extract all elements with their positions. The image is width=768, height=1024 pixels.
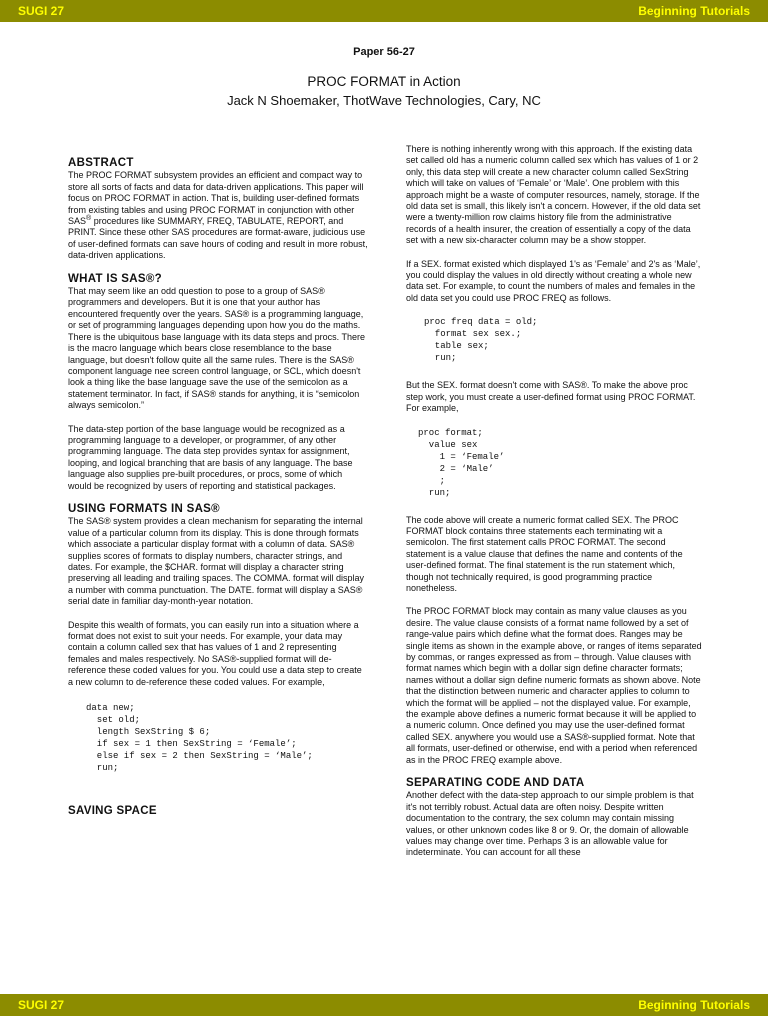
footer-band bbox=[0, 994, 768, 1016]
right-paragraph-6: Another defect with the data-step approach to our simple problem is that it's not terribly robust. Actual data are often noisy. Despite written documentation to the contrary, the sex column may contain missing values, or other unknown codes like 8 or 9. Or, the domain of allowable values may change over time. Perhaps 3 is an allowable value for indeterminate. You can account for all these bbox=[406, 790, 694, 858]
registered-mark: ® bbox=[86, 215, 92, 223]
saving-space-heading: SAVING SPACE bbox=[68, 805, 157, 818]
right-paragraph-5: The PROC FORMAT block may contain as many value clauses as you desire. The value clause consists of a format name followed by a set of range-value pairs which define what the format does. Ranges may be single items as shown in the example above, or ranges of items separated by commas, or ranges expressed as from – through. Value clauses with format names which begin with a dollar sign define character formats; names without a dollar sign define numeric formats as shown above. Note that the distinction between numeric and character applies to column to which the format will be applied – not the displayed value. For example, the example above defines a numeric format because it will be applied to a numeric column. Once defined you may use the user-defined format called SEX. anywhere you would use a SAS®-supplied format. Note that all formats, user-defined or otherwise, end with a period when referenced as in the PROC FREQ example above. bbox=[406, 606, 702, 765]
using-formats-heading: USING FORMATS IN SAS® bbox=[68, 502, 220, 515]
right-paragraph-1: There is nothing inherently wrong with this approach. If the existing data set called old has a numeric column called sex which has values of 1 or 2 only, this data step will create a new character column called SexString which will take on values of ‘Female’ or ‘Male’. One problem with this approach might be a waste of computer resources, namely, storage. If the old data set is small, this likely isn't a concern. However, if the old data set were a twenty-million row claims history file from the administrative records of a health insurer, the creation of essentially a copy of the data set with a new six-character column may be a show stopper. bbox=[406, 144, 701, 246]
header-band bbox=[0, 0, 768, 22]
header-conference: SUGI 27 bbox=[18, 4, 65, 18]
right-paragraph-2: If a SEX. format existed which displayed 1's as ‘Female’ and 2's as ‘Male’, you could display the values in old directly without creating a whole new data set. For example, to count the numbers of males and females in the old data set you could use PROC FREQ as follows. bbox=[406, 258, 701, 303]
footer-conference: SUGI 27 bbox=[18, 998, 65, 1012]
paper-number: Paper 56-27 bbox=[353, 46, 415, 58]
footer-track: Beginning Tutorials bbox=[638, 998, 750, 1012]
what-is-sas-heading: WHAT IS SAS®? bbox=[68, 272, 162, 285]
left-column bbox=[68, 158, 368, 818]
proc-format-code: proc format; value sex 1 = ‘Female’ 2 = ‘Male’ ; run; bbox=[418, 427, 505, 498]
what-is-sas-paragraph-2: The data-step portion of the base language would be recognized as a programming language to a developer, or programmer, of any other programming language. The data step provides syntax for assignment, looping, and logical branching that are basis of any language. The base language also supplies pre-built procedures, or procs, some of which would be recognized by users of reporting and statistical packages. bbox=[68, 423, 353, 491]
abstract-heading: ABSTRACT bbox=[68, 157, 134, 169]
separating-code-heading: SEPARATING CODE AND DATA bbox=[406, 777, 585, 790]
using-formats-paragraph-2: Despite this wealth of formats, you can easily run into a situation where a format does not exist to suit your needs. For example, your data may contain a column called sex that has values of 1 and 2 representing females and males respectively. No SAS®-supplied format will de-reference these coded values for you. You could use a data step to create a new column to de-reference these coded values. For example, bbox=[68, 619, 362, 687]
paper-title: PROC FORMAT in Action bbox=[307, 74, 461, 89]
data-step-code: data new; set old; length SexString $ 6; if sex = 1 then SexString = ‘Female’; else if sex = 2 then SexString = ‘Male’; run; bbox=[86, 703, 313, 774]
using-formats-paragraph-1: The SAS® system provides a clean mechanism for separating the internal value of a particular column from its display. This is done through formats which associate a particular display format with a column of data. SAS® supplies scores of formats to display numbers, character strings, and dates. For example, the $CHAR. format will display a character string preserving all leading and trailing spaces. The COMMA. format will display a number with comma punctuation. The DATE. format will display a SAS® serial date in familiar day-month-year notation. bbox=[68, 516, 364, 607]
header-track: Beginning Tutorials bbox=[638, 4, 750, 18]
right-paragraph-4: The code above will create a numeric format called SEX. The PROC FORMAT block contains three statements each terminating wit a semicolon. The first statement calls PROC FORMAT. The second statement is a value clause that defines the name and contents of the user-defined format. The final statement is the run statement which, though not technically required, is good programming practice nonetheless. bbox=[406, 514, 683, 593]
right-paragraph-3: But the SEX. format doesn't come with SAS®. To make the above proc step work, you must create a user-defined format using PROC FORMAT. For example, bbox=[406, 380, 696, 414]
right-column bbox=[406, 144, 702, 871]
abstract-paragraph: The PROC FORMAT subsystem provides an efficient and compact way to store all sorts of facts and data for data-driven applications. This paper will focus on PROC FORMAT in action. That is, building user-defined formats from existing tables and using PROC FORMAT in conjunction with other SAS® procedures like SUMMARY, FREQ, TABULATE, REPORT, and PRINT. Since these other SAS procedures are format-aware, judicious use of user-defined formats can save hours of coding and result in more robust, data-driven applications. bbox=[68, 170, 368, 261]
proc-freq-code: proc freq data = old; format sex sex.; table sex; run; bbox=[424, 317, 538, 364]
paper-authors: Jack N Shoemaker, ThotWave Technologies, Cary, NC bbox=[227, 93, 541, 108]
what-is-sas-paragraph-1: That may seem like an odd question to pose to a group of SAS® programmers and developers. But it is one that your author has encountered frequently over the years. SAS® is a programming language, or set of programming languages depending upon how you do the maths. There is the ubiquitous base language with its data steps and procs. There is the macro language which bears close resemblance to the base language, but doesn't follow quite all the same rules. There is the SAS® component language nee screen control language, or SCL, which doesn't look a thing like the base language save the use of the semicolon as a statement terminator. In fact, if SAS® stands for anything, it is “semicolon always semicolon.” bbox=[68, 286, 366, 411]
